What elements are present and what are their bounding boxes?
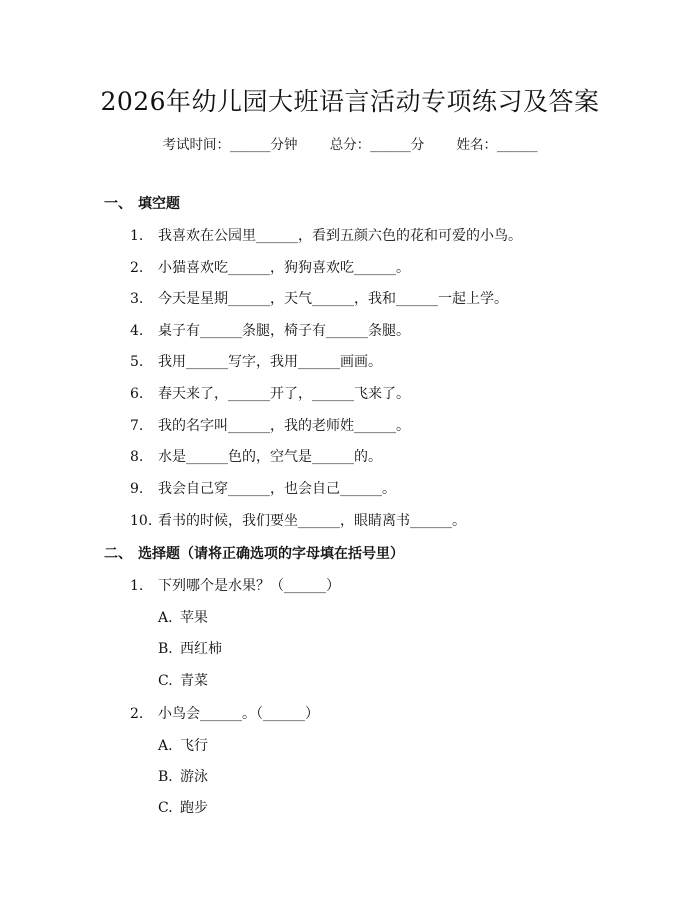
section-number: 二、 bbox=[104, 546, 132, 562]
student-name-field: 姓名：______ bbox=[456, 137, 538, 153]
option-item: A. 飞行 bbox=[158, 738, 208, 754]
question-item: 9. 我会自己穿______，也会自己______。 bbox=[130, 481, 396, 497]
option-item: C. 青菜 bbox=[158, 673, 208, 689]
question-item: 8. 水是______色的，空气是______的。 bbox=[130, 449, 382, 465]
option-item: B. 西红柿 bbox=[158, 641, 222, 657]
question-item: 6. 春天来了，______开了，______飞来了。 bbox=[130, 386, 410, 402]
question-item: 1. 下列哪个是水果？（______） bbox=[130, 578, 340, 594]
question-item: 4. 桌子有______条腿，椅子有______条腿。 bbox=[130, 323, 410, 339]
section-number: 一、 bbox=[104, 196, 132, 212]
question-item: 10. 看书的时候，我们要坐______，眼睛离书______。 bbox=[130, 513, 466, 529]
question-item: 5. 我用______写字，我用______画画。 bbox=[130, 354, 382, 370]
question-item: 2. 小鸟会______。（______） bbox=[130, 706, 319, 722]
page-title: 2026年幼儿园大班语言活动专项练习及答案 bbox=[100, 87, 600, 116]
exam-time-field: 考试时间：______分钟 bbox=[162, 137, 298, 153]
option-item: A. 苹果 bbox=[158, 610, 208, 626]
section-title: 选择题（请将正确选项的字母填在括号里） bbox=[138, 546, 404, 562]
option-item: B. 游泳 bbox=[158, 769, 208, 785]
section-heading-multiple-choice bbox=[104, 543, 404, 563]
total-score-field: 总分：______分 bbox=[329, 137, 425, 153]
question-item: 1. 我喜欢在公园里______，看到五颜六色的花和可爱的小鸟。 bbox=[130, 228, 522, 244]
section-heading-fill-blank bbox=[104, 193, 180, 213]
question-item: 2. 小猫喜欢吃______，狗狗喜欢吃______。 bbox=[130, 260, 410, 276]
question-item: 7. 我的名字叫______，我的老师姓______。 bbox=[130, 418, 410, 434]
exam-info-line bbox=[0, 133, 700, 153]
option-item: C. 跑步 bbox=[158, 800, 208, 816]
section-title: 填空题 bbox=[138, 196, 180, 212]
question-item: 3. 今天是星期______，天气______，我和______一起上学。 bbox=[130, 291, 508, 307]
